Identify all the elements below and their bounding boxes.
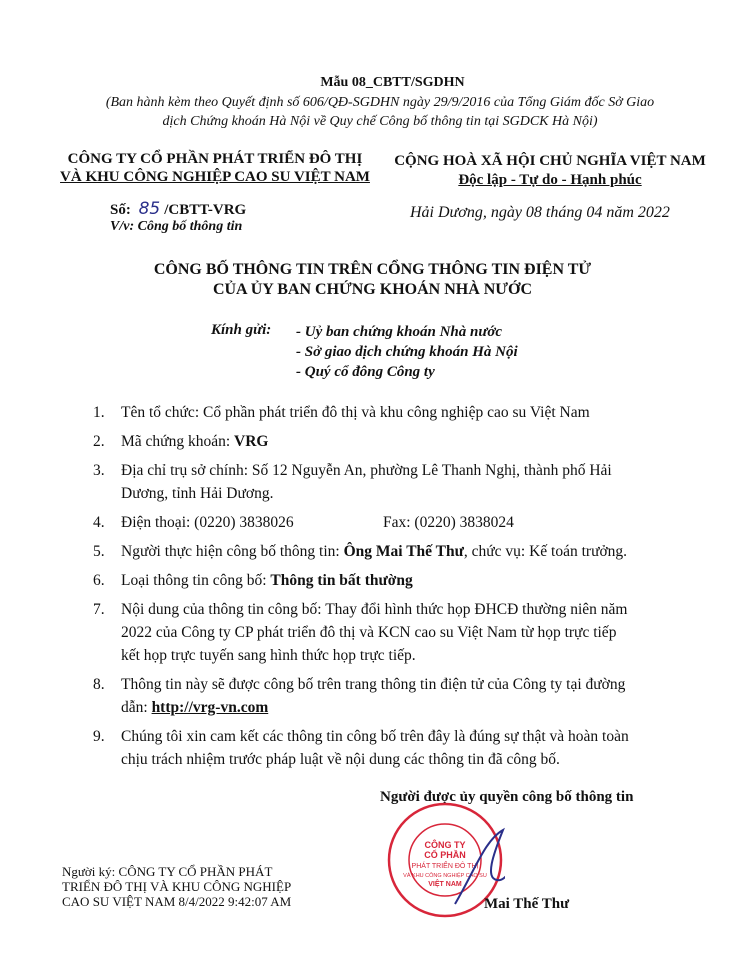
item-text-line2: Dương, tỉnh Hải Dương. <box>121 485 274 502</box>
digital-signature-info <box>62 864 291 909</box>
authorized-person-label: Người được ủy quyền công bố thông tin <box>380 789 634 805</box>
item-number: 3. <box>93 462 105 479</box>
list-item <box>93 725 693 771</box>
form-note <box>80 93 680 131</box>
list-item <box>93 459 693 505</box>
stock-code: VRG <box>234 433 269 450</box>
item-number: 4. <box>93 514 105 531</box>
list-item <box>93 569 693 592</box>
item-text: , chức vụ: Kế toán trưởng. <box>463 543 628 560</box>
item-label: Người thực hiện công bố thông tin: <box>121 543 344 560</box>
item-label: Mã chứng khoán: <box>121 433 235 450</box>
item-label: Loại thông tin công bố: <box>121 572 271 589</box>
fax-number: Fax: (0220) 3838024 <box>383 514 514 531</box>
item-text-line2: chịu trách nhiệm trước pháp luật về nội dung các thông tin đã công bố. <box>121 751 560 768</box>
recipient-item: - Sở giao dịch chứng khoán Hà Nội <box>296 344 518 360</box>
document-number-prefix: Số: <box>110 202 131 218</box>
national-header <box>385 152 715 190</box>
item-text-line2: 2022 của Công ty CP phát triển đô thị và KCN cao su Việt Nam từ họp trực tiếp <box>121 624 617 641</box>
item-number: 8. <box>93 676 105 693</box>
item-text-line1: Địa chỉ trụ sở chính: Số 12 Nguyễn An, phường Lê Thanh Nghị, thành phố Hải <box>121 462 612 479</box>
document-number <box>110 199 246 219</box>
republic-motto: Độc lập - Tự do - Hạnh phúc <box>458 172 642 188</box>
list-item <box>93 511 693 534</box>
item-number: 9. <box>93 728 105 745</box>
svg-text:PHÁT TRIỂN ĐÔ THỊ: PHÁT TRIỂN ĐÔ THỊ <box>411 863 479 870</box>
document-title <box>60 260 685 300</box>
company-name-line1: CÔNG TY CỔ PHẦN PHÁT TRIỂN ĐÔ THỊ <box>67 151 363 167</box>
form-note-line2: dịch Chứng khoán Hà Nội về Quy chế Công bố thông tin tại SGDCK Hà Nội) <box>162 114 598 129</box>
item-number: 6. <box>93 572 105 589</box>
item-number: 7. <box>93 601 105 618</box>
item-text-line1: Chúng tôi xin cam kết các thông tin công bố trên đây là đúng sự thật và hoàn toàn <box>121 728 629 745</box>
list-item <box>93 673 693 719</box>
digital-signature-line2: TRIỂN ĐÔ THỊ VÀ KHU CÔNG NGHIỆP <box>62 879 292 894</box>
item-number: 2. <box>93 433 105 450</box>
digital-signature-line1: Người ký: CÔNG TY CỔ PHẦN PHÁT <box>62 864 273 879</box>
svg-text:VÀ KHU CÔNG NGHIỆP CAO SU: VÀ KHU CÔNG NGHIỆP CAO SU <box>403 873 487 879</box>
republic-title: CỘNG HOÀ XÃ HỘI CHỦ NGHĨA VIỆT NAM <box>394 153 706 169</box>
signer-name: Mai Thế Thư <box>484 896 570 912</box>
item-text-line1: Nội dung của thông tin công bố: Thay đổi hình thức họp ĐHCĐ thường niên năm <box>121 601 628 618</box>
company-name-line2: VÀ KHU CÔNG NGHIỆP CAO SU VIỆT NAM <box>60 169 370 185</box>
document-title-line2: CỦA ỦY BAN CHỨNG KHOÁN NHÀ NƯỚC <box>212 281 533 298</box>
document-subject: V/v: Công bố thông tin <box>110 219 243 234</box>
digital-signature-line3: CAO SU VIỆT NAM 8/4/2022 9:42:07 AM <box>62 894 292 909</box>
list-item <box>93 401 693 424</box>
item-number: 1. <box>93 404 105 421</box>
form-note-line1: (Ban hành kèm theo Quyết định số 606/QĐ-SGDHN ngày 29/9/2016 của Tổng Giám đốc Sở Giao <box>105 95 655 110</box>
recipient-item: - Quý cổ đông Công ty <box>296 364 435 380</box>
svg-text:CÔNG TY: CÔNG TY <box>424 840 466 850</box>
company-name <box>40 150 390 186</box>
info-type: Thông tin bất thường <box>270 572 413 589</box>
form-code: Mẫu 08_CBTT/SGDHN <box>320 75 465 90</box>
svg-text:VIỆT NAM: VIỆT NAM <box>428 881 462 888</box>
recipient-item: - Uỷ ban chứng khoán Nhà nước <box>296 324 503 340</box>
item-label: dẫn: <box>121 699 152 716</box>
item-number: 5. <box>93 543 105 560</box>
phone-number: Điện thoại: (0220) 3838026 <box>121 514 294 531</box>
list-item <box>93 598 693 667</box>
document-number-suffix: /CBTT-VRG <box>164 202 247 218</box>
item-text-line1: Thông tin này sẽ được công bố trên trang thông tin điện tử của Công ty tại đường <box>121 676 626 693</box>
item-text-line3: kết họp trực tuyến sang hình thức họp trực tiếp. <box>121 647 416 664</box>
list-item <box>93 430 693 453</box>
document-title-line1: CÔNG BỐ THÔNG TIN TRÊN CỔNG THÔNG TIN ĐIỆN TỬ <box>153 261 592 278</box>
document-number-handwritten: 85 <box>138 199 161 219</box>
place-date: Hải Dương, ngày 08 tháng 04 năm 2022 <box>410 204 670 221</box>
info-list <box>93 401 693 777</box>
recipients-label: Kính gửi: <box>211 322 272 338</box>
discloser-name: Ông Mai Thế Thư <box>343 543 464 560</box>
list-item <box>93 540 693 563</box>
recipients-list <box>296 322 518 382</box>
item-text: Tên tổ chức: Cổ phần phát triển đô thị và khu công nghiệp cao su Việt Nam <box>121 404 590 421</box>
svg-text:CỔ PHẦN: CỔ PHẦN <box>424 850 466 860</box>
website-link[interactable]: http://vrg-vn.com <box>151 699 269 716</box>
